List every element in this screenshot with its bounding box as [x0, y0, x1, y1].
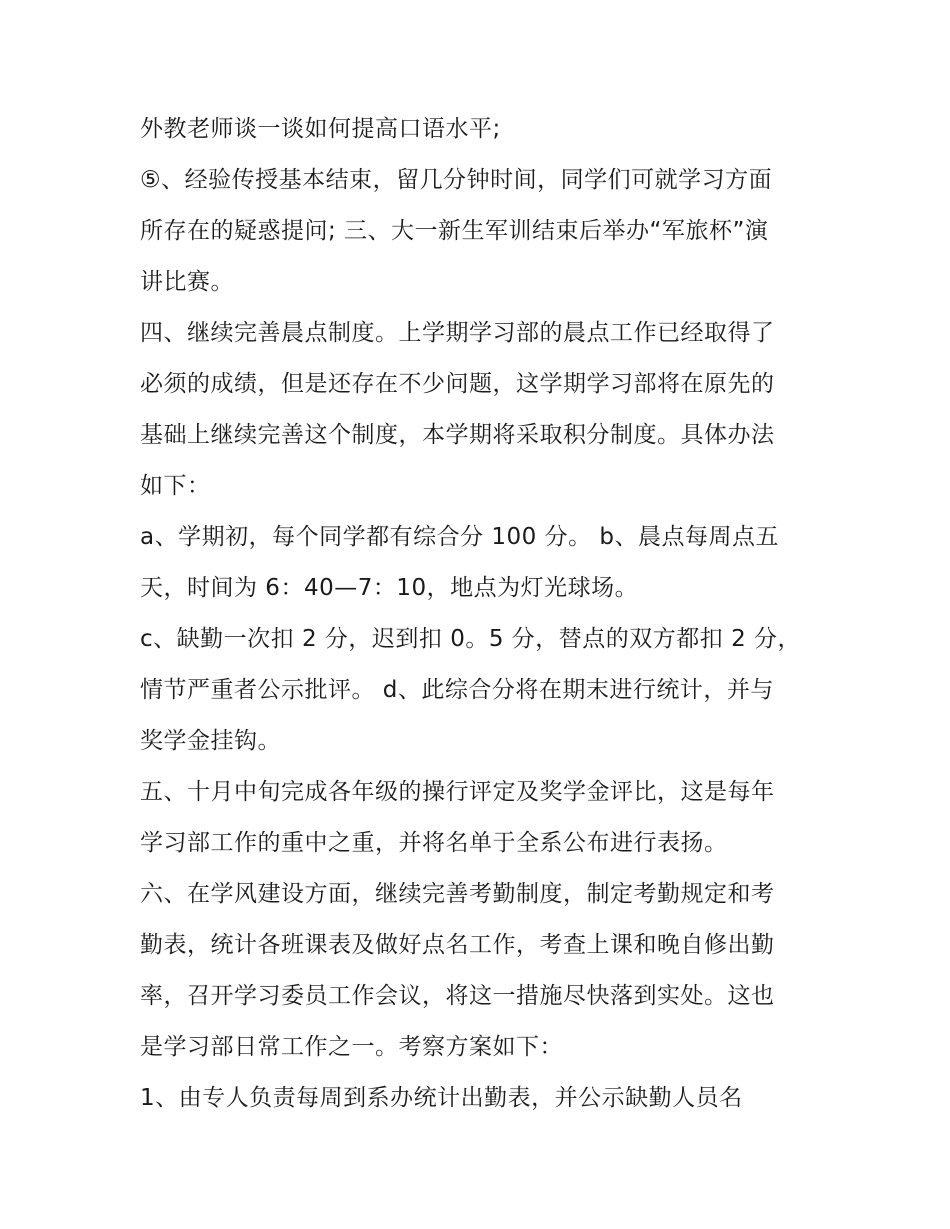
text-line: ⑤、经验传授基本结束，留几分钟时间，同学们可就学习方面: [140, 167, 773, 193]
text-line: c、缺勤一次扣 2 分，迟到扣 0。5 分，替点的双方都扣 2 分，: [140, 626, 802, 652]
text-line: 是学习部日常工作之一。考察方案如下：: [140, 1034, 563, 1060]
text-line: 勤表，统计各班课表及做好点名工作，考查上课和晚自修出勤: [140, 932, 775, 958]
text-line: 六、在学风建设方面，继续完善考勤制度，制定考勤规定和考: [140, 881, 775, 907]
text-line: 学习部工作的重中之重，并将名单于全系公布进行表扬。: [140, 830, 728, 856]
text-line: 如下：: [140, 473, 211, 499]
text-line: 1、由专人负责每周到系办统计出勤表，并公示缺勤人员名: [140, 1085, 743, 1111]
text-line: 四、继续完善晨点制度。上学期学习部的晨点工作已经取得了: [140, 320, 775, 346]
text-line: 外教老师谈一谈如何提高口语水平;: [140, 116, 501, 142]
text-line: 必须的成绩，但是还存在不少问题，这学期学习部将在原先的: [140, 371, 775, 397]
text-line: 率，召开学习委员工作会议，将这一措施尽快落到实处。这也: [140, 983, 775, 1009]
text-line: 讲比赛。: [140, 269, 234, 295]
text-line: 基础上继续完善这个制度，本学期将采取积分制度。具体办法: [140, 422, 775, 448]
text-line: 天，时间为 6：40—7：10，地点为灯光球场。: [140, 575, 639, 601]
text-line: 五、十月中旬完成各年级的操行评定及奖学金评比，这是每年: [140, 779, 775, 805]
text-line: a、学期初，每个同学都有综合分 100 分。 b、晨点每周点五: [140, 524, 780, 550]
text-line: 奖学金挂钩。: [140, 728, 281, 754]
text-line: 情节严重者公示批评。 d、此综合分将在期末进行统计，并与: [140, 677, 774, 703]
text-line: 所存在的疑惑提问; 三、大一新生军训结束后举办“军旅杯”演: [140, 218, 769, 244]
